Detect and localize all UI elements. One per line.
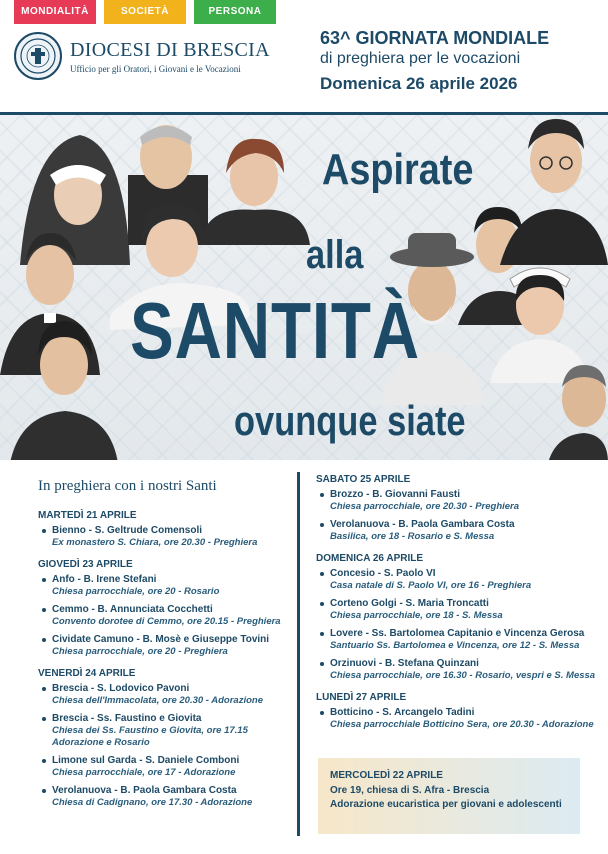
hero-illustration bbox=[0, 112, 608, 460]
event-info bbox=[320, 28, 549, 94]
item-place: Limone sul Garda - S. Daniele Comboni bbox=[52, 755, 240, 766]
schedule-item bbox=[316, 628, 596, 652]
item-place: Brescia - S. Lodovico Pavoni bbox=[52, 683, 190, 694]
item-place: Verolanuova - B. Paola Gambara Costa bbox=[330, 519, 515, 530]
schedule-item bbox=[38, 604, 293, 628]
day-block bbox=[316, 553, 596, 682]
hero-title-line4: ovunque siate bbox=[234, 397, 466, 444]
schedule-left-column bbox=[38, 510, 293, 819]
schedule-heading: In preghiera con i nostri Santi bbox=[38, 478, 217, 494]
day-block bbox=[38, 510, 293, 549]
day-block bbox=[38, 559, 293, 658]
item-detail: Chiesa dell'Immacolata, ore 20.30 - Adorazione bbox=[52, 695, 263, 706]
schedule-item bbox=[38, 634, 293, 658]
day-label: LUNEDÌ 27 APRILE bbox=[316, 692, 407, 703]
schedule-item bbox=[38, 713, 293, 749]
schedule-right-column bbox=[316, 474, 596, 741]
item-detail: Chiesa parrocchiale Botticino Sera, ore 20.30 - Adorazione bbox=[330, 719, 594, 730]
item-place: Concesio - S. Paolo VI bbox=[330, 568, 436, 579]
schedule-item bbox=[38, 755, 293, 779]
diocese-subtitle: Ufficio per gli Oratori, i Giovani e le Vocazioni bbox=[70, 63, 241, 74]
item-detail: Chiesa parrocchiale, ore 20 - Rosario bbox=[52, 586, 220, 597]
item-place: Anfo - B. Irene Stefani bbox=[52, 574, 157, 585]
highlight-description: Adorazione eucaristica per giovani e adolescenti bbox=[330, 799, 562, 810]
diocese-seal-icon bbox=[14, 32, 62, 80]
event-title: 63^ GIORNATA MONDIALE bbox=[320, 28, 550, 48]
schedule-item bbox=[316, 568, 596, 592]
day-label: SABATO 25 APRILE bbox=[316, 474, 411, 485]
item-detail: Santuario Ss. Bartolomea e Vincenza, ore 12 - S. Messa bbox=[330, 640, 580, 651]
item-place: Cemmo - B. Annunciata Cocchetti bbox=[52, 604, 213, 615]
schedule-item bbox=[316, 707, 596, 731]
hero-title-line1: Aspirate bbox=[322, 145, 474, 194]
item-detail: Basilica, ore 18 - Rosario e S. Messa bbox=[330, 531, 495, 542]
highlight-location: Ore 19, chiesa di S. Afra - Brescia bbox=[330, 785, 490, 796]
item-place: Lovere - Ss. Bartolomea Capitanio e Vincenza Gerosa bbox=[330, 628, 585, 639]
item-place: Bienno - S. Geltrude Comensoli bbox=[52, 525, 203, 536]
tag-mondialita[interactable]: MONDIALITÀ bbox=[14, 0, 96, 24]
diocese-name: DIOCESI DI BRESCIA bbox=[70, 38, 270, 61]
item-detail: Casa natale di S. Paolo VI, ore 16 - Preghiera bbox=[330, 580, 532, 591]
item-detail: Chiesa parrocchiale, ore 20.30 - Preghiera bbox=[330, 501, 520, 512]
item-detail: Chiesa dei Ss. Faustino e Giovita, ore 17.15 Adorazione e Rosario bbox=[52, 725, 248, 748]
item-detail: Convento dorotee di Cemmo, ore 20.15 - Preghiera bbox=[52, 616, 281, 627]
item-detail: Ex monastero S. Chiara, ore 20.30 - Preghiera bbox=[52, 537, 258, 548]
item-place: Brozzo - B. Giovanni Fausti bbox=[330, 489, 461, 500]
tag-persona[interactable]: PERSONA bbox=[194, 0, 276, 24]
hero-title-line3: SANTITÀ bbox=[130, 286, 420, 375]
item-detail: Chiesa di Cadignano, ore 17.30 - Adorazione bbox=[52, 797, 253, 808]
schedule-item bbox=[316, 598, 596, 622]
schedule-item bbox=[38, 574, 293, 598]
schedule-item bbox=[316, 658, 596, 682]
schedule-item bbox=[316, 519, 596, 543]
portrait-woman bbox=[200, 139, 310, 245]
diocese-header bbox=[14, 32, 270, 80]
hero-title-line2: alla bbox=[306, 233, 364, 277]
day-label: MARTEDÌ 21 APRILE bbox=[38, 510, 137, 521]
event-subtitle: di preghiera per le vocazioni bbox=[320, 50, 521, 67]
item-place: Cividate Camuno - B. Mosè e Giuseppe Tovini bbox=[52, 634, 270, 645]
day-label: GIOVEDÌ 23 APRILE bbox=[38, 559, 133, 570]
item-detail: Chiesa parrocchiale, ore 16.30 - Rosario, vespri e S. Messa bbox=[330, 670, 596, 681]
item-detail: Chiesa parrocchiale, ore 17 - Adorazione bbox=[52, 767, 236, 778]
schedule-item bbox=[38, 683, 293, 707]
highlight-day: MERCOLEDÌ 22 APRILE bbox=[330, 770, 443, 781]
day-block bbox=[38, 668, 293, 809]
category-tags bbox=[14, 0, 276, 24]
portrait-priest-glasses bbox=[500, 119, 608, 265]
column-divider bbox=[297, 472, 300, 836]
item-place: Corteno Golgi - S. Maria Troncatti bbox=[330, 598, 489, 609]
schedule-item bbox=[38, 785, 293, 809]
item-place: Verolanuova - B. Paola Gambara Costa bbox=[52, 785, 237, 796]
item-detail: Chiesa parrocchiale, ore 18 - S. Messa bbox=[330, 610, 503, 621]
item-place: Botticino - S. Arcangelo Tadini bbox=[330, 707, 475, 718]
day-block bbox=[316, 692, 596, 731]
day-label: DOMENICA 26 APRILE bbox=[316, 553, 424, 564]
portrait-nurse bbox=[490, 268, 590, 383]
day-label: VENERDÌ 24 APRILE bbox=[38, 668, 136, 679]
tag-societa[interactable]: SOCIETÀ bbox=[104, 0, 186, 24]
highlight-box bbox=[318, 758, 580, 834]
item-place: Brescia - Ss. Faustino e Giovita bbox=[52, 713, 202, 724]
schedule-item bbox=[38, 525, 293, 549]
schedule-item bbox=[316, 489, 596, 513]
event-date: Domenica 26 aprile 2026 bbox=[320, 74, 518, 93]
day-block bbox=[316, 474, 596, 543]
item-place: Orzinuovi - B. Stefana Quinzani bbox=[330, 658, 479, 669]
item-detail: Chiesa parrocchiale, ore 20 - Preghiera bbox=[52, 646, 228, 657]
